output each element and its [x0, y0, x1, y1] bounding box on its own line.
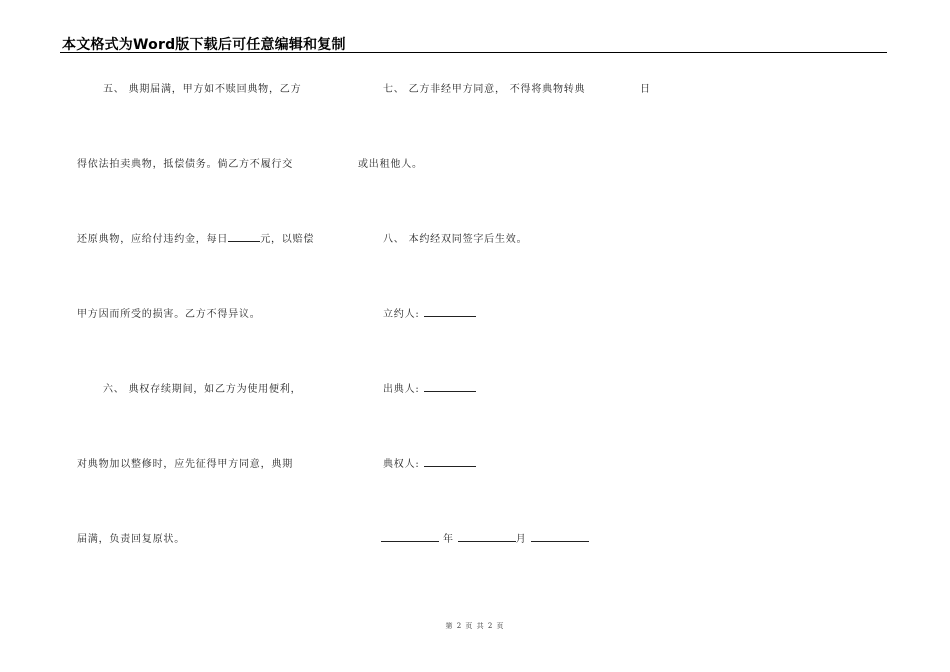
date-year-label: 年 — [442, 534, 454, 545]
clause-5-line-3 — [77, 230, 314, 245]
clause-5-line-4: 甲方因而所受的损害。乙方不得异议。 — [77, 309, 261, 320]
penalty-amount-blank — [228, 231, 260, 242]
signature-lessor-blank — [424, 306, 476, 317]
signature-holder-row — [383, 455, 476, 470]
clause-8-line-1: 八、 本约经双同签字后生效。 — [383, 234, 528, 245]
signature-pawner-label: 出典人: — [383, 384, 420, 395]
signature-lessor-row — [383, 305, 476, 320]
clause-5-line-3-start: 还原典物，应给付违约金，每日 — [77, 234, 229, 245]
signature-lessor-label: 立约人: — [383, 309, 420, 320]
signature-holder-label: 典权人: — [383, 459, 420, 470]
signature-holder-blank — [424, 456, 476, 467]
clause-5-line-3-end: 元，以赔偿 — [260, 234, 315, 245]
date-month-blank — [458, 531, 516, 542]
clause-7-trailing-char: 日 — [640, 84, 651, 95]
document-header-title: 本文格式为Word版下载后可任意编辑和复制 — [62, 37, 346, 53]
clause-6-line-1: 六、 典权存续期间，如乙方为使用便利， — [103, 384, 302, 395]
date-year-blank — [381, 531, 439, 542]
clause-5-line-2: 得依法拍卖典物，抵偿债务。倘乙方不履行交 — [77, 159, 293, 170]
clause-5-line-1: 五、 典期届满，甲方如不赎回典物，乙方 — [103, 84, 302, 95]
signature-pawner-blank — [424, 381, 476, 392]
clause-7-line-1: 七、 乙方非经甲方同意， 不得将典物转典 — [383, 84, 586, 95]
date-day-blank — [531, 531, 589, 542]
header-divider — [60, 52, 887, 53]
date-month-label: 月 — [515, 534, 527, 545]
signature-pawner-row — [383, 380, 476, 395]
clause-6-line-2: 对典物加以整修时，应先征得甲方同意，典期 — [77, 459, 293, 470]
clause-6-line-3: 届满，负责回复原状。 — [77, 534, 185, 545]
clause-7-line-2: 或出租他人。 — [358, 159, 423, 170]
page-number-footer: 第 2 页 共 2 页 — [445, 622, 505, 630]
date-row — [381, 530, 589, 545]
